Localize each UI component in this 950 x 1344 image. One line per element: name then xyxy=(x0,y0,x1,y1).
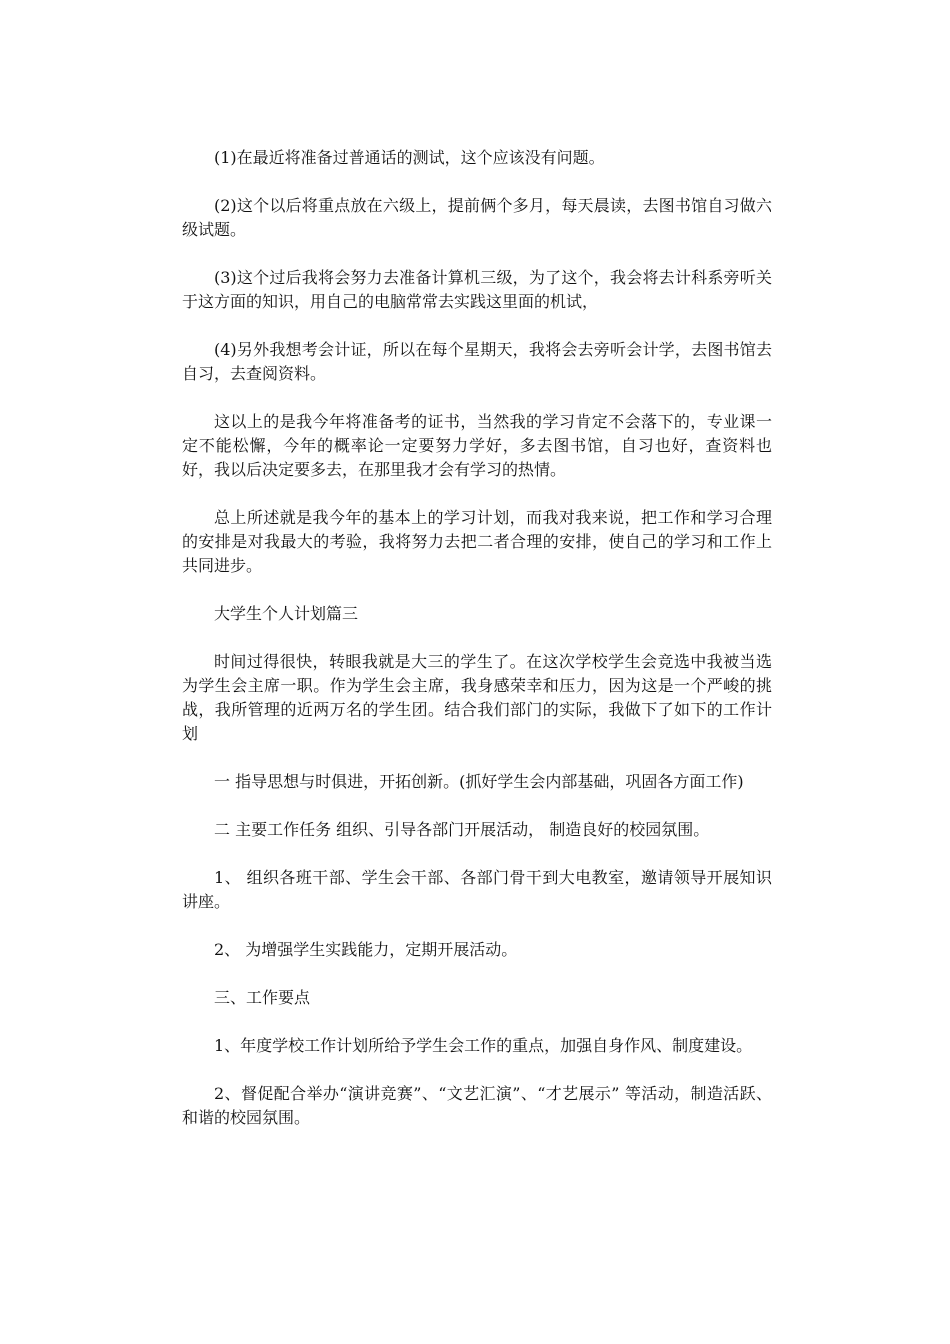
paragraph-task-1: 1、 组织各班干部、学生会干部、各部门骨干到大电教室，邀请领导开展知识讲座。 xyxy=(182,868,772,911)
paragraph-work-point-2: 2、督促配合举办“演讲竞赛”、“文艺汇演”、“才艺展示” 等活动，制造活跃、和谐的校园氛围。 xyxy=(182,1084,772,1127)
paragraph-guiding-thought: 一 指导思想与时俱进，开拓创新。(抓好学生会内部基础，巩固各方面工作) xyxy=(214,772,744,791)
paragraph-summary-certificates: 这以上的是我今年将准备考的证书，当然我的学习肯定不会落下的，专业课一定不能松懈，今年的概率论一定要努力学好，多去图书馆，自习也好，查资料也好，我以后决定要多去，在那里我才会有学习的热情。 xyxy=(182,412,772,479)
paragraph-work-point-1: 1、年度学校工作计划所给予学生会工作的重点，加强自身作风、制度建设。 xyxy=(214,1036,753,1055)
paragraph-main-tasks: 二 主要工作任务 组织、引导各部门开展活动， 制造良好的校园氛围。 xyxy=(214,820,710,839)
section-heading: 大学生个人计划篇三 xyxy=(214,604,359,623)
paragraph-task-2: 2、 为增强学生实践能力，定期开展活动。 xyxy=(214,940,518,959)
paragraph-summary-plan: 总上所述就是我今年的基本上的学习计划，而我对我来说，把工作和学习合理的安排是对我最大的考验，我将努力去把二者合理的安排，使自己的学习和工作上共同进步。 xyxy=(182,508,772,575)
paragraph-item-1: (1)在最近将准备过普通话的测试，这个应该没有问题。 xyxy=(214,148,605,167)
paragraph-item-3: (3)这个过后我将会努力去准备计算机三级，为了这个，我会将去计科系旁听关于这方面的知识，用自己的电脑常常去实践这里面的机试， xyxy=(182,268,772,311)
paragraph-work-points-heading: 三、工作要点 xyxy=(214,988,311,1007)
document-body xyxy=(182,146,772,1154)
paragraph-item-4: (4)另外我想考会计证，所以在每个星期天，我将会去旁听会计学，去图书馆去自习，去查阅资料。 xyxy=(182,340,772,383)
paragraph-item-2: (2)这个以后将重点放在六级上，提前俩个多月，每天晨读，去图书馆自习做六级试题。 xyxy=(182,196,772,239)
paragraph-intro: 时间过得很快，转眼我就是大三的学生了。在这次学校学生会竞选中我被当选为学生会主席一职。作为学生会主席，我身感荣幸和压力，因为这是一个严峻的挑战，我所管理的近两万名的学生团。结合我们部门的实际，我做下了如下的工作计划 xyxy=(182,652,772,743)
